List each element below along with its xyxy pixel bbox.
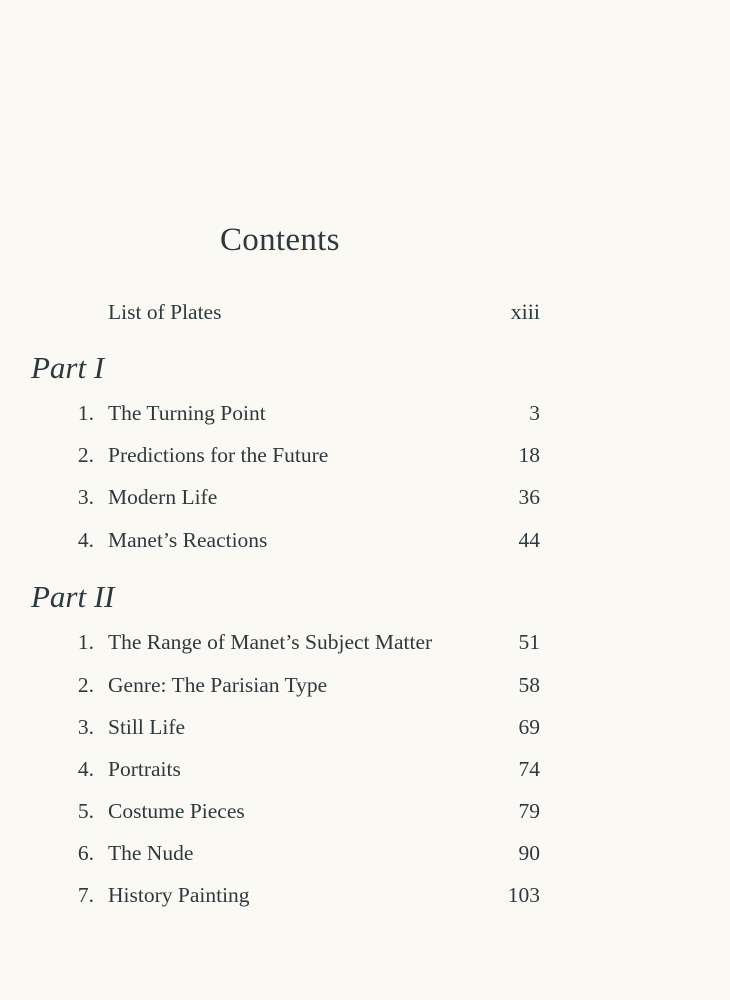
toc-entry-label: Predictions for the Future xyxy=(108,443,329,467)
toc-entry-label: Modern Life xyxy=(108,485,218,509)
toc-entry-page: 74 xyxy=(518,757,540,781)
toc-entry-label: The Turning Point xyxy=(108,401,266,425)
toc-entry-page: 36 xyxy=(518,485,540,509)
toc-entry-number: 7. xyxy=(77,883,94,907)
toc-entry-label: Still Life xyxy=(108,715,186,739)
toc-entry-number: 1. xyxy=(77,401,94,425)
toc-entry-number: 6. xyxy=(77,841,94,865)
toc-entry-number: 2. xyxy=(77,673,94,697)
toc-entry-label: Portraits xyxy=(108,757,181,781)
toc-entry[interactable] xyxy=(0,440,730,470)
toc-entry-label: Manet’s Reactions xyxy=(108,528,268,552)
toc-entry-page: 18 xyxy=(518,443,540,467)
toc-entry-page: xiii xyxy=(510,299,540,324)
toc-entry-label: The Nude xyxy=(108,841,194,865)
toc-entry-number: 3. xyxy=(77,485,94,509)
toc-entry-number: 4. xyxy=(77,757,94,781)
toc-entry-number: 4. xyxy=(77,528,94,552)
toc-entry-page: 58 xyxy=(518,673,540,697)
toc-entry[interactable] xyxy=(0,525,730,555)
toc-entry[interactable] xyxy=(0,838,730,868)
toc-entry-list-of-plates[interactable] xyxy=(0,297,730,327)
toc-entry[interactable] xyxy=(0,670,730,700)
toc-entry[interactable] xyxy=(0,398,730,428)
toc-entry-label: Costume Pieces xyxy=(108,799,245,823)
toc-entry-page: 51 xyxy=(518,630,540,654)
toc-entry-number: 3. xyxy=(77,715,94,739)
toc-entry-number: 1. xyxy=(77,630,94,654)
toc-entry-page: 3 xyxy=(529,401,540,425)
toc-entry-label: History Painting xyxy=(108,883,250,907)
toc-entry-page: 79 xyxy=(518,799,540,823)
toc-entry-page: 90 xyxy=(518,841,540,865)
toc-entry-label: List of Plates xyxy=(108,300,222,324)
part-heading-1: Part I xyxy=(31,350,105,385)
toc-entry[interactable] xyxy=(0,754,730,784)
part-heading-2: Part II xyxy=(31,579,115,614)
toc-entry-page: 69 xyxy=(518,715,540,739)
toc-entry-page: 44 xyxy=(518,528,540,552)
toc-entry[interactable] xyxy=(0,627,730,657)
toc-entry[interactable] xyxy=(0,796,730,826)
toc-entry-label: Genre: The Parisian Type xyxy=(108,673,328,697)
toc-entry[interactable] xyxy=(0,880,730,910)
page-title: Contents xyxy=(220,222,340,258)
toc-entry[interactable] xyxy=(0,712,730,742)
toc-entry-number: 5. xyxy=(77,799,94,823)
toc-entry-number: 2. xyxy=(77,443,94,467)
toc-entry-page: 103 xyxy=(507,883,540,907)
toc-entry-label: The Range of Manet’s Subject Matter xyxy=(108,630,433,654)
toc-entry[interactable] xyxy=(0,482,730,512)
